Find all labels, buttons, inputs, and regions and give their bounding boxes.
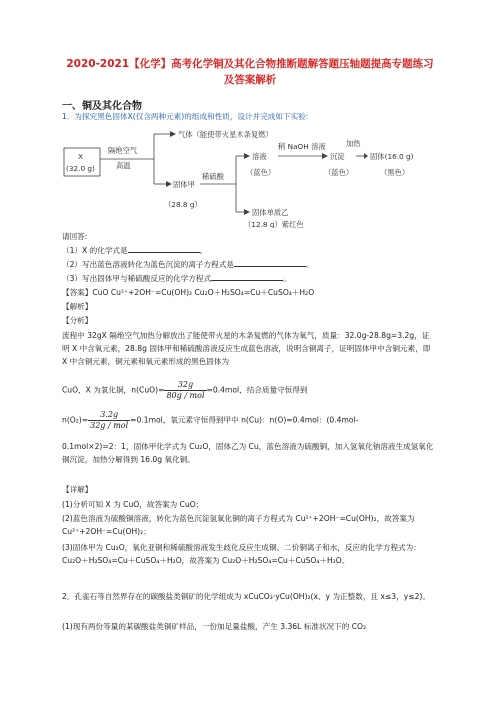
detail-3: (3)固体甲为 Cu₂O，氧化亚铜和稀硫酸溶液发生歧化反应生成铜、二价铜离子和水，反应的化学方程式为：Cu₂O＋H₂SO₄=Cu＋CuSO₄＋H₂O，故答案为 Cu₂O＋H₂SO₄=Cu＋CuSO₄＋H₂O。 [62,543,421,565]
sub-question-2: （2）写出蓝色溶液转化为蓝色沉淀的离子方程式是 。 [62,257,442,271]
fraction-cuo: $\frac{32g}{\text{80g / mol}}$ [166,380,205,400]
xiangjie-label: 【详解】 [62,485,93,494]
question-2-part-1: (1)现有两份等量的某碳酸盐类铜矿样品，一份加足量盐酸，产生 3.36L 标准状况下的 CO₂ [62,622,367,631]
detail-1: (1)分析可知 X 为 CuO，故答案为 CuO； [62,500,204,509]
fraction-o2: $\frac{3.2g}{\text{32g / mol}}$ [90,410,129,430]
solution-color: （蓝色） [246,168,276,177]
solid-jia: 固体甲 [173,180,195,189]
sub-question-1: （1）X 的化学式是 。 [62,243,442,257]
analysis-paragraph-1: 流程中 32gX 隔绝空气加热分解放出了能使带火星的木条复燃的气体为氧气，质量：32.0g-28.8g=3.2g，证明 X 中含氧元素，28.8g 固体甲和稀硫酸溶液反应生成蓝色溶液，说明含铜离子，证明固体甲中含铜元素，即 X 中含铜元素，铜元素和氧元素形成的黑色固体为 [62,331,431,366]
final-solid-color: （黑色） [380,168,410,177]
heat-label: 加热 [346,139,361,148]
o2-calculation: n(O₂)= $\frac{3.2g}{\text{32g / mol}}$ =0.1mol，氧元素守恒得到甲中 n(Cu)：n(O)=0.4mol：(0.4mol- [62,410,359,430]
step1-condition-2: 高温 [116,161,131,170]
gas-product: 气体（能使带火星木条复燃） [178,130,273,139]
precipitate-label: 沉淀 [330,152,345,161]
answer-line: 【答案】CuO Cu²⁺+2OH⁻=Cu(OH)₂ Cu₂O＋H₂SO₄=Cu＋CuSO₄＋H₂O [62,288,315,297]
document-title [40,56,460,88]
step1-condition-1: 隔绝空气 [108,146,138,155]
question-2: 2．孔雀石等自然界存在的碳酸盐类铜矿的化学组成为 xCuCO₃·yCu(OH)₂(x、y 为正整数，且 x≤3，y≤2)。 [62,592,430,601]
final-solid-label: 固体(16.0 g) [370,152,414,161]
x-mass: (32.0 g) [66,164,95,173]
solid-yi-mass: （12.8 g）紫红色 [244,220,304,228]
naoh-label: 稍 NaOH 溶液 [278,142,326,151]
solution-label: 溶液 [252,152,267,161]
analysis-paragraph-3: 0.1mol×2)=2：1，固体甲化学式为 Cu₂O，固体乙为 Cu，蓝色溶液为硫酸铜，加入氢氧化钠溶液生成氢氧化铜沉淀，加热分解得到 16.0g 氧化铜。 [62,442,434,464]
title-line-1: 2020-2021【化学】高考化学铜及其化合物推断题解答题压轴题提高专题练习 [66,58,434,70]
experiment-flow-diagram [60,124,430,228]
precipitate-color: （蓝色） [324,168,354,177]
ask-label: 请回答: [62,232,88,241]
x-label: X [78,152,83,161]
detail-2: (2)蓝色溶液为硫酸铜溶液，转化为蓝色沉淀氢氧化铜的离子方程式为 Cu²⁺+2OH⁻=Cu(OH)₂，故答案为 Cu²⁺+2OH⁻=Cu(OH)₂； [62,514,415,536]
question-1-intro: 1．为探究黑色固体X(仅含两种元素)的组成和性质，设计并完成如下实验: [62,112,309,121]
cuo-calculation: CuO，X 为氧化铜，n(CuO)= $\frac{32g}{\text{80g / mol}}$ =0.4mol，结合质量守恒得到 [62,380,308,400]
solid-yi-label: 固体单质乙 [252,208,289,217]
jiexi-label: 【解析】 [62,302,93,311]
fenxi-label: 【分析】 [62,316,93,325]
sub-question-3: （3）写出固体甲与稀硫酸反应的化学方程式 。 [62,271,442,285]
title-line-2: 及答案解析 [223,74,277,86]
dilute-acid-label: 稀硫酸 [202,172,224,181]
solid-jia-mass: （28.8 g） [164,200,202,209]
section-heading: 一、铜及其化合物 [62,101,142,112]
